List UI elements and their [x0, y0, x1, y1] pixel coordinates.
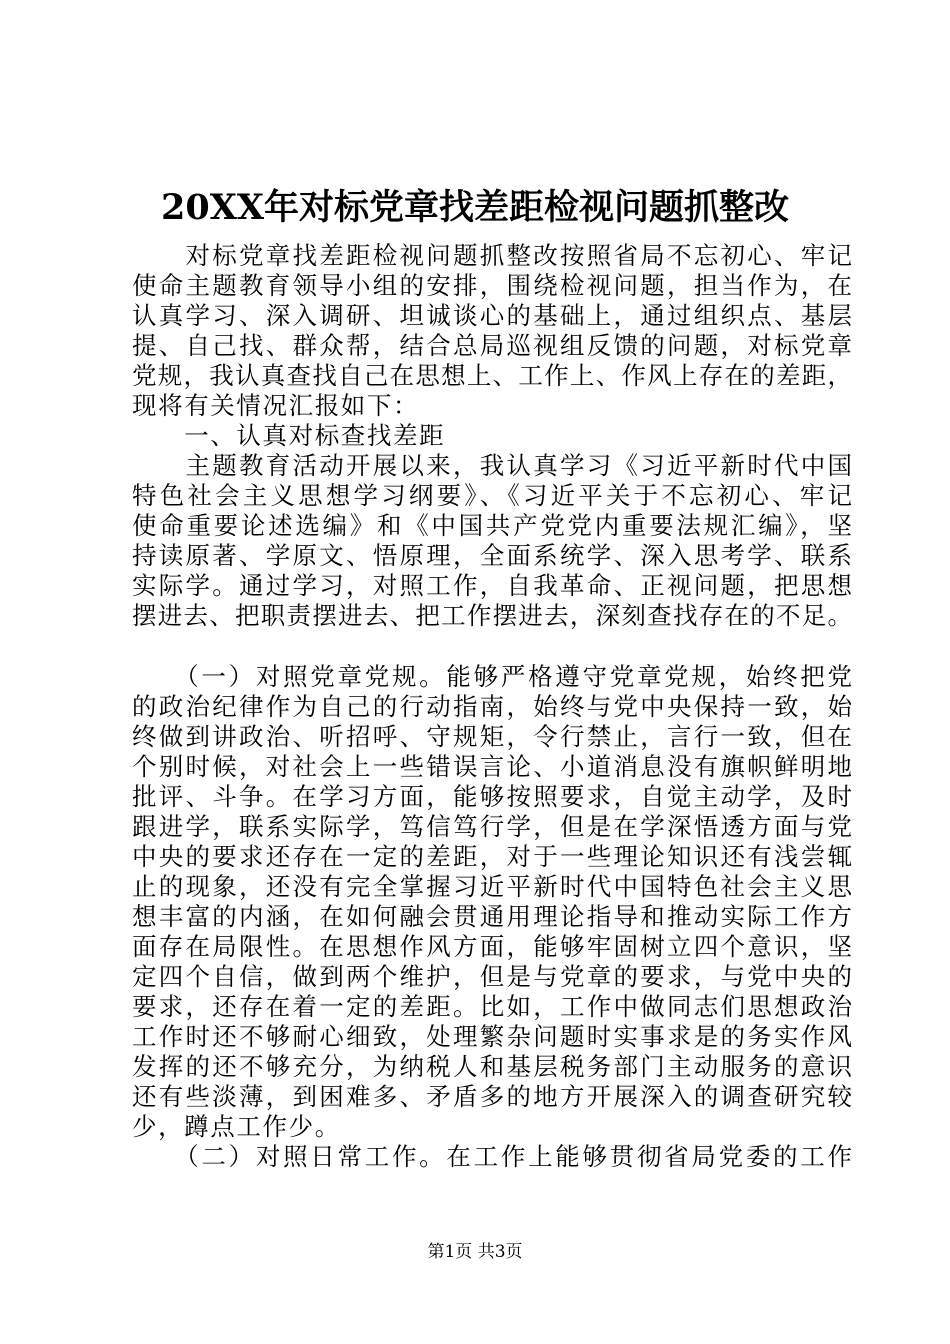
- text-line: 一、认真对标查找差距: [132, 421, 446, 450]
- text-line: 认真学习、深入调研、坦诚谈心的基础上，通过组织点、基层: [132, 301, 852, 330]
- text-line: 想丰富的内涵，在如何融会贯通用理论指导和推动实际工作方: [132, 902, 852, 931]
- text-line: 使命重要论述选编》和《中国共产党党内重要法规汇编》，坚: [132, 511, 852, 540]
- text-line: 的政治纪律作为自己的行动指南，始终与党中央保持一致，始: [132, 692, 852, 721]
- document-title: 20XX年对标党章找差距检视问题抓整改: [160, 187, 790, 228]
- text-line: 特色社会主义思想学习纲要》、《习近平关于不忘初心、牢记: [132, 481, 852, 510]
- text-line: 少，蹲点工作少。: [132, 1112, 341, 1141]
- text-line: 摆进去、把职责摆进去、把工作摆进去，深刻查找存在的不足。: [132, 601, 852, 630]
- text-line: 定四个自信，做到两个维护，但是与党章的要求，与党中央的: [132, 962, 852, 991]
- text-line: 中央的要求还存在一定的差距，对于一些理论知识还有浅尝辄: [132, 842, 852, 871]
- text-line: （二）对照日常工作。在工作上能够贯彻省局党委的工作: [132, 1142, 852, 1171]
- text-line: 批评、斗争。在学习方面，能够按照要求，自觉主动学，及时: [132, 782, 852, 811]
- text-line: 还有些淡薄，到困难多、矛盾多的地方开展深入的调查研究较: [132, 1082, 852, 1111]
- text-line: 持读原著、学原文、悟原理，全面系统学、深入思考学、联系: [132, 541, 852, 570]
- text-line: （一）对照党章党规。能够严格遵守党章党规，始终把党: [132, 662, 852, 691]
- text-line: 实际学。通过学习，对照工作，自我革命、正视问题，把思想: [132, 571, 852, 600]
- text-line: 工作时还不够耐心细致，处理繁杂问题时实事求是的务实作风: [132, 1022, 852, 1051]
- text-line: 个别时候，对社会上一些错误言论、小道消息没有旗帜鲜明地: [132, 752, 852, 781]
- page-footer: 第1页 共3页: [427, 1242, 523, 1262]
- text-line: 跟进学，联系实际学，笃信笃行学，但是在学深悟透方面与党: [132, 812, 852, 841]
- text-line: 止的现象，还没有完全掌握习近平新时代中国特色社会主义思: [132, 872, 852, 901]
- text-line: 终做到讲政治、听招呼、守规矩，令行禁止，言行一致，但在: [132, 722, 852, 751]
- text-line: 对标党章找差距检视问题抓整改按照省局不忘初心、牢记: [132, 241, 852, 270]
- body-section-1: [132, 241, 852, 631]
- text-line: 发挥的还不够充分，为纳税人和基层税务部门主动服务的意识: [132, 1052, 852, 1081]
- text-line: 使命主题教育领导小组的安排，围绕检视问题，担当作为，在: [132, 271, 852, 300]
- text-line: 现将有关情况汇报如下：: [132, 391, 420, 420]
- text-line: 要求，还存在着一定的差距。比如，工作中做同志们思想政治: [132, 992, 852, 1021]
- body-section-2: [132, 662, 852, 1172]
- text-line: 提、自己找、群众帮，结合总局巡视组反馈的问题，对标党章: [132, 331, 852, 360]
- text-line: 主题教育活动开展以来，我认真学习《习近平新时代中国: [132, 451, 852, 480]
- text-line: 党规，我认真查找自己在思想上、工作上、作风上存在的差距，: [132, 361, 852, 390]
- text-line: 面存在局限性。在思想作风方面，能够牢固树立四个意识，坚: [132, 932, 852, 961]
